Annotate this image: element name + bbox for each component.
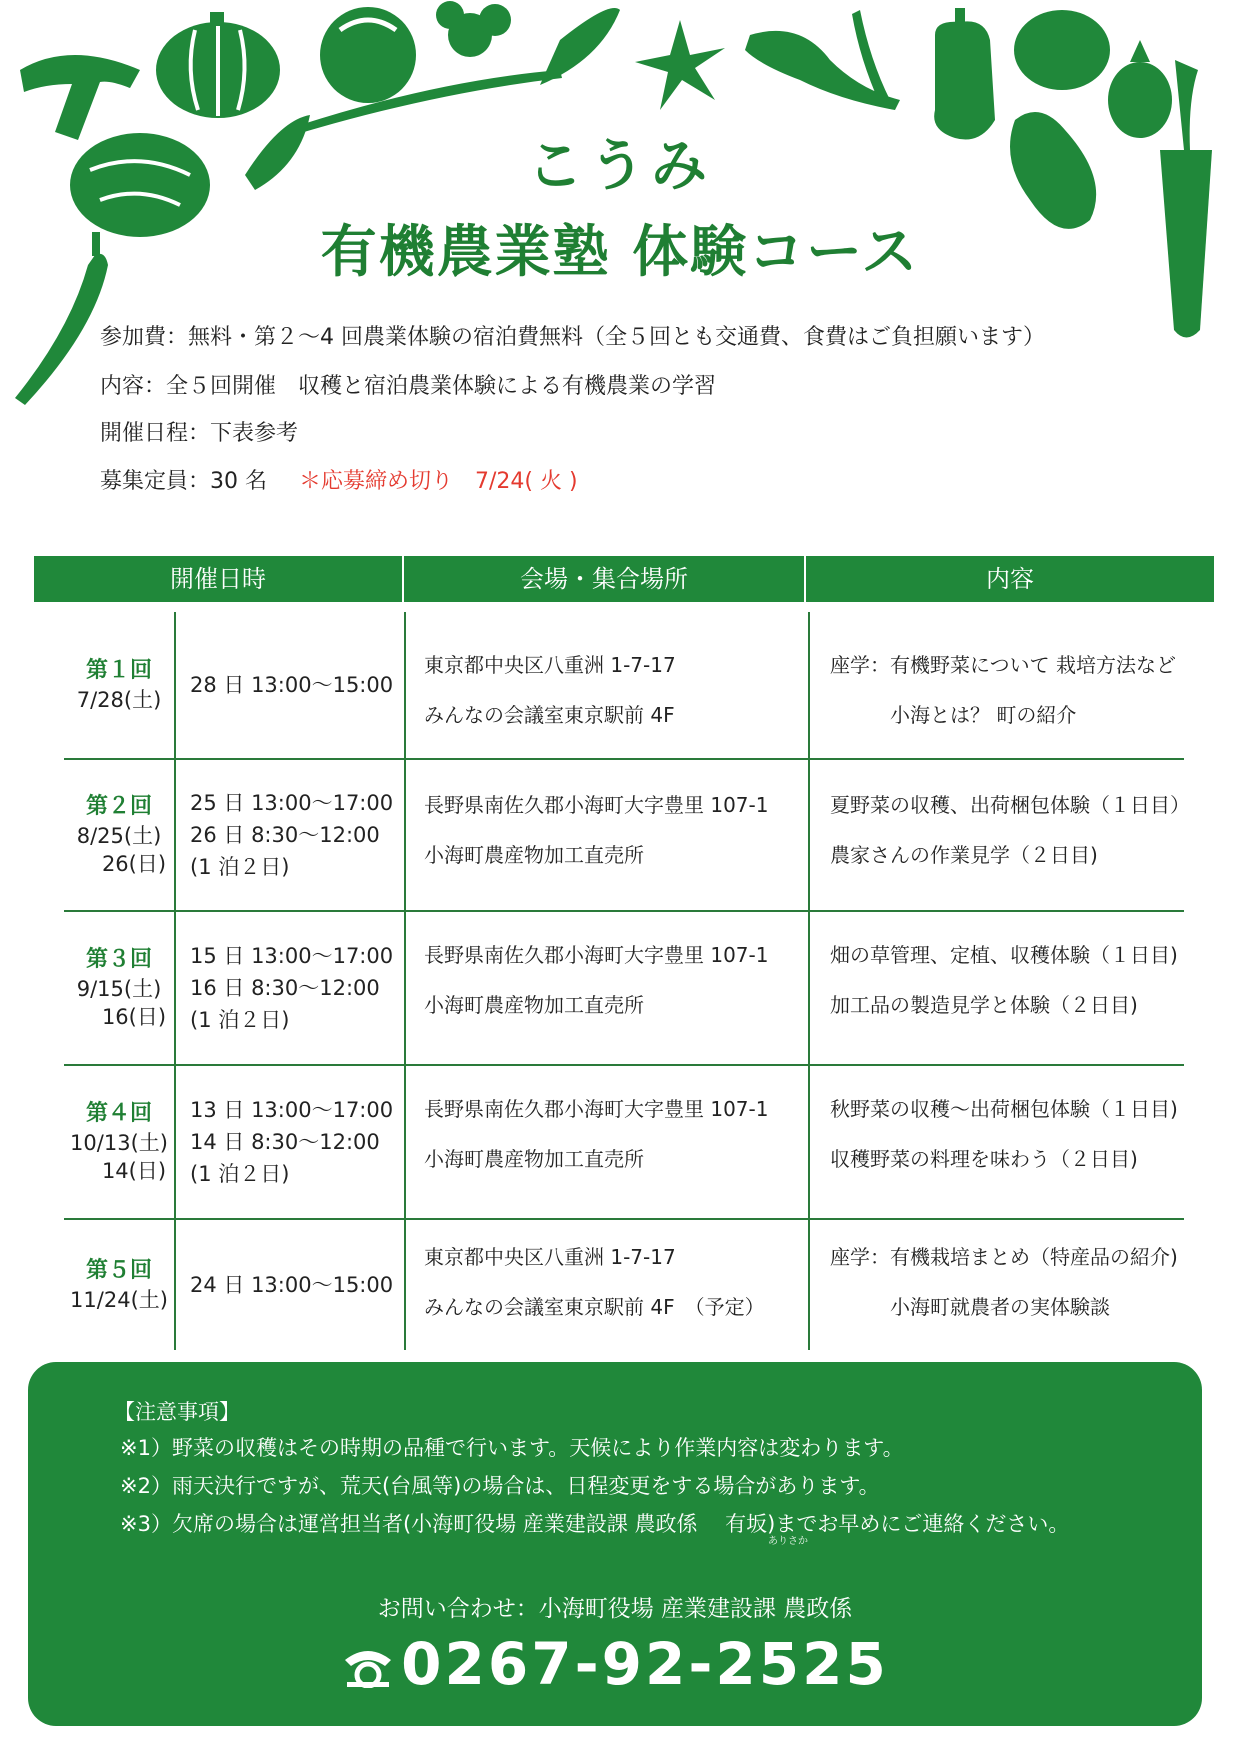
session-stay: (1 泊２日): [190, 1162, 290, 1186]
venue-cell: [404, 1066, 808, 1218]
content-line1: 夏野菜の収穫、出荷梱包体験（１日目）: [830, 793, 1190, 817]
session-cell: [64, 1220, 174, 1350]
table-header: [34, 556, 1214, 602]
venue-address: 長野県南佐久郡小海町大字豊里 107-1: [424, 943, 769, 967]
session-time2: 14 日 8:30〜12:00: [190, 1130, 380, 1154]
table-row: [64, 1066, 1184, 1220]
table-row: [64, 1220, 1184, 1350]
info-content: 内容：全５回開催 収穫と宿泊農業体験による有機農業の学習: [100, 374, 717, 399]
session-cell: [64, 760, 174, 910]
time-cell: [174, 1220, 404, 1350]
session-number: 第５回: [85, 1258, 152, 1283]
title-line1: こうみ: [527, 134, 713, 199]
content-line2: 農家さんの作業見学（２日目): [830, 843, 1098, 867]
session-date: 8/25(土): [76, 824, 162, 848]
header-datetime: 開催日時: [34, 556, 404, 602]
session-date: 11/24(土): [70, 1288, 168, 1312]
phone-line: [28, 1630, 1202, 1698]
table-row: [64, 612, 1184, 760]
session-time: 15 日 13:00〜17:00: [190, 944, 394, 968]
time-cell: [174, 612, 404, 758]
table-row: [64, 912, 1184, 1066]
venue-name: みんなの会議室東京駅前 4F （予定）: [424, 1295, 765, 1319]
venue-cell: [404, 612, 808, 758]
content-line2: 小海町就農者の実体験談: [890, 1295, 1110, 1319]
content-cell: [808, 760, 1190, 910]
session-date: 9/15(土): [76, 977, 162, 1001]
table-row: [64, 760, 1190, 912]
session-date2: 26(日): [101, 852, 167, 876]
header-venue: 会場・集合場所: [404, 556, 806, 602]
session-number: 第４回: [85, 1101, 152, 1126]
phone-number: 0267-92-2525: [401, 1630, 889, 1698]
info-deadline: ＊応募締め切り 7/24( 火 ): [299, 469, 578, 494]
note-1: ※1）野菜の収穫はその時期の品種で行います。天候により作業内容は変わります。: [120, 1436, 904, 1460]
content-line1: 秋野菜の収穫〜出荷梱包体験（１日目): [830, 1097, 1178, 1121]
ruby-reading: ありさか: [768, 1536, 808, 1547]
session-time2: 16 日 8:30〜12:00: [190, 976, 380, 1000]
venue-address: 東京都中央区八重洲 1-7-17: [424, 653, 676, 677]
content-line2: 小海とは？ 町の紹介: [890, 703, 1077, 727]
session-time2: 26 日 8:30〜12:00: [190, 823, 380, 847]
content-cell: [808, 912, 1184, 1064]
venue-name: 小海町農産物加工直売所: [424, 843, 644, 867]
content-line1: 畑の草管理、定植、収穫体験（１日目): [830, 943, 1178, 967]
session-number: 第２回: [85, 794, 152, 819]
session-time: 28 日 13:00〜15:00: [190, 673, 394, 697]
session-date: 7/28(土): [76, 688, 162, 712]
time-cell: [174, 912, 404, 1064]
notes-heading: 【注意事項】: [114, 1400, 240, 1424]
venue-cell: [404, 1220, 808, 1350]
venue-name: みんなの会議室東京駅前 4F: [424, 703, 675, 727]
venue-address: 東京都中央区八重洲 1-7-17: [424, 1245, 676, 1269]
contact-label: お問い合わせ：小海町役場 産業建設課 農政係: [377, 1596, 853, 1622]
notes-panel: [28, 1362, 1202, 1726]
header-content: 内容: [986, 565, 1034, 593]
session-cell: [64, 912, 174, 1064]
venue-address: 長野県南佐久郡小海町大字豊里 107-1: [424, 1097, 769, 1121]
venue-address: 長野県南佐久郡小海町大字豊里 107-1: [424, 793, 769, 817]
venue-cell: [404, 760, 808, 910]
info-capacity: 募集定員：30 名: [100, 469, 267, 494]
venue-name: 小海町農産物加工直売所: [424, 1147, 644, 1171]
session-time: 13 日 13:00〜17:00: [190, 1098, 394, 1122]
session-time: 24 日 13:00〜15:00: [190, 1273, 394, 1297]
session-cell: [64, 1066, 174, 1218]
session-number: 第３回: [85, 947, 152, 972]
phone-icon: [341, 1644, 395, 1688]
content-line2: 加工品の製造見学と体験（２日目): [830, 993, 1138, 1017]
session-date2: 14(日): [101, 1159, 167, 1183]
content-line1: 座学：有機野菜について 栽培方法など: [830, 653, 1176, 677]
session-date2: 16(日): [101, 1005, 167, 1029]
time-cell: [174, 1066, 404, 1218]
content-cell: [808, 1220, 1184, 1350]
venue-name: 小海町農産物加工直売所: [424, 993, 644, 1017]
session-cell: [64, 612, 174, 758]
time-cell: [174, 760, 404, 910]
session-stay: (1 泊２日): [190, 855, 290, 879]
note-3: ※3）欠席の場合は運営担当者(小海町役場 産業建設課 農政係 有坂)までお早めにご連絡ください。: [120, 1512, 1070, 1536]
info-fee: 参加費：無料・第２〜4 回農業体験の宿泊費無料（全５回とも交通費、食費はご負担願います）: [100, 325, 1045, 350]
session-date: 10/13(土): [70, 1131, 168, 1155]
note-2: ※2）雨天決行ですが、荒天(台風等)の場合は、日程変更をする場合があります。: [120, 1474, 880, 1498]
content-line2: 収穫野菜の料理を味わう（２日目): [830, 1147, 1138, 1171]
info-capacity-line: [100, 467, 578, 497]
session-number: 第１回: [85, 658, 152, 683]
info-schedule: 開催日程：下表参考: [100, 421, 299, 446]
title-line2: 有機農業塾 体験コース: [320, 220, 920, 285]
session-stay: (1 泊２日): [190, 1008, 290, 1032]
content-cell: [808, 612, 1184, 758]
venue-cell: [404, 912, 808, 1064]
content-cell: [808, 1066, 1184, 1218]
session-time: 25 日 13:00〜17:00: [190, 791, 394, 815]
content-line1: 座学：有機栽培まとめ（特産品の紹介): [830, 1245, 1178, 1269]
